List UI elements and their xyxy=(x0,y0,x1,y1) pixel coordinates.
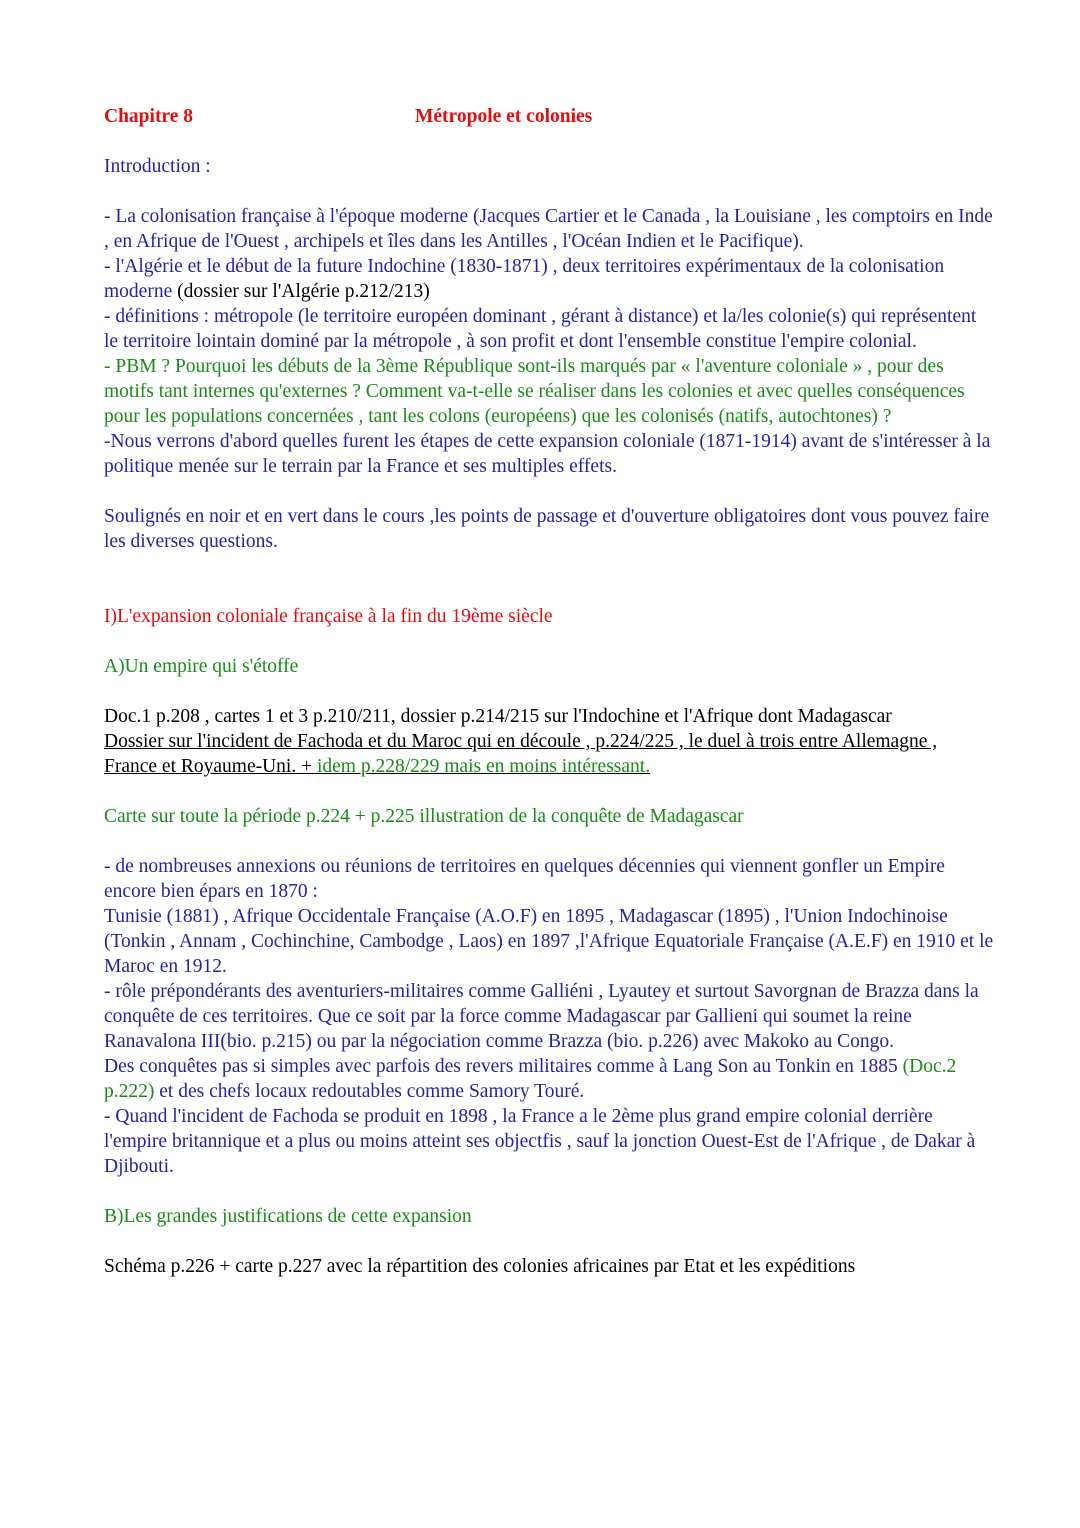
subsection-a-heading: A)Un empire qui s'étoffe xyxy=(104,656,299,677)
conquetes-text: Des conquêtes pas si simples avec parfois des revers militaires comme à Lang Son au Tonkin en 1885 xyxy=(104,1056,903,1077)
dossier-fachoda-text: Dossier sur l'incident de Fachoda et du Maroc qui en découle , p.224/225 , le duel à trois entre Allemagne , France et Royaume-Uni. + xyxy=(104,731,938,777)
document-body xyxy=(104,104,994,1279)
subsection-a-role: - rôle prépondérants des aventuriers-militaires comme Galliéni , Lyautey et surtout Savorgnan de Brazza dans la conquête de ces territoires. Que ce soit par la force comme Madagascar par Gallieni qui soumet la reine Ranavalona III(bio. p.215) ou par la négociation comme Brazza (bio. p.226) avec Makoko au Congo. xyxy=(104,981,979,1052)
subsection-a-carte: Carte sur toute la période p.224 + p.225 illustration de la conquête de Madagascar xyxy=(104,806,744,827)
subsection-a-annexions-list: Tunisie (1881) , Afrique Occidentale Française (A.O.F) en 1895 , Madagascar (1895) , l'Union Indochinoise (Tonkin , Annam , Cochinchine, Cambodge , Laos) en 1897 ,l'Afrique Equatoriale Française (A.E.F) en 1910 et le Maroc en 1912. xyxy=(104,906,994,977)
intro-paragraph-plan: -Nous verrons d'abord quelles furent les étapes de cette expansion coloniale (1871-1914) avant de s'intéresser à la politique menée sur le terrain par la France et ses multiples effets. xyxy=(104,431,991,477)
intro-paragraph-algerie xyxy=(104,254,994,304)
conquetes-text-end: et des chefs locaux redoutables comme Samory Touré. xyxy=(154,1081,585,1102)
conquetes-doc-ref: (Doc.2 p.222) xyxy=(104,1056,957,1102)
intro-paragraph-definitions: - définitions : métropole (le territoire européen dominant , gérant à distance) et la/les colonie(s) qui représentent le territoire lointain dominé par la métropole , à son profit et dont l'ensemble constitue l'empire colonial. xyxy=(104,306,977,352)
dossier-idem-text: idem p.228/229 mais en moins intéressant. xyxy=(316,756,651,777)
intro-heading: Introduction : xyxy=(104,156,211,177)
intro-paragraph-problematique: - PBM ? Pourquoi les débuts de la 3ème République sont-ils marqués par « l'aventure coloniale » , pour des motifs tant internes qu'externes ? Comment va-t-elle se réaliser dans les colonies et avec quelles conséquences pour les populations concernées , tant les colons (européens) que les colonisés (natifs, autochtones) ? xyxy=(104,356,965,427)
subsection-a-docs: Doc.1 p.208 , cartes 1 et 3 p.210/211, dossier p.214/215 sur l'Indochine et l'Afrique dont Madagascar xyxy=(104,706,892,727)
section-1-heading: I)L'expansion coloniale française à la fin du 19ème siècle xyxy=(104,606,553,627)
chapter-number: Chapitre 8 xyxy=(104,106,194,127)
intro-algerie-text: - l'Algérie et le début de la future Indochine (1830-1871) , deux territoires expérimentaux de la colonisation moderne xyxy=(104,256,945,302)
intro-paragraph-colonisation: - La colonisation française à l'époque moderne (Jacques Cartier et le Canada , la Louisiane , les comptoirs en Inde , en Afrique de l'Ouest , archipels et îles dans les Antilles , l'Océan Indien et le Pacifique). xyxy=(104,206,993,252)
subsection-a-conquetes xyxy=(104,1054,994,1104)
intro-algerie-dossier: (dossier sur l'Algérie p.212/213) xyxy=(172,281,430,302)
subsection-b-heading: B)Les grandes justifications de cette expansion xyxy=(104,1206,472,1227)
subsection-a-annexions: - de nombreuses annexions ou réunions de territoires en quelques décennies qui viennent gonfler un Empire encore bien épars en 1870 : xyxy=(104,856,945,902)
subsection-a-fachoda: - Quand l'incident de Fachoda se produit en 1898 , la France a le 2ème plus grand empire colonial derrière l'empire britannique et a plus ou moins atteint ses objectfis , sauf la jonction Ouest-Est de l'Afrique , de Dakar à Djibouti. xyxy=(104,1106,976,1177)
subsection-a-dossier xyxy=(104,729,994,779)
chapter-title: Métropole et colonies xyxy=(415,106,593,127)
intro-note: Soulignés en noir et en vert dans le cours ,les points de passage et d'ouverture obligatoires dont vous pouvez faire les diverses questions. xyxy=(104,506,990,552)
subsection-b-schema: Schéma p.226 + carte p.227 avec la répartition des colonies africaines par Etat et les expéditions xyxy=(104,1256,856,1277)
chapter-header xyxy=(104,104,994,129)
